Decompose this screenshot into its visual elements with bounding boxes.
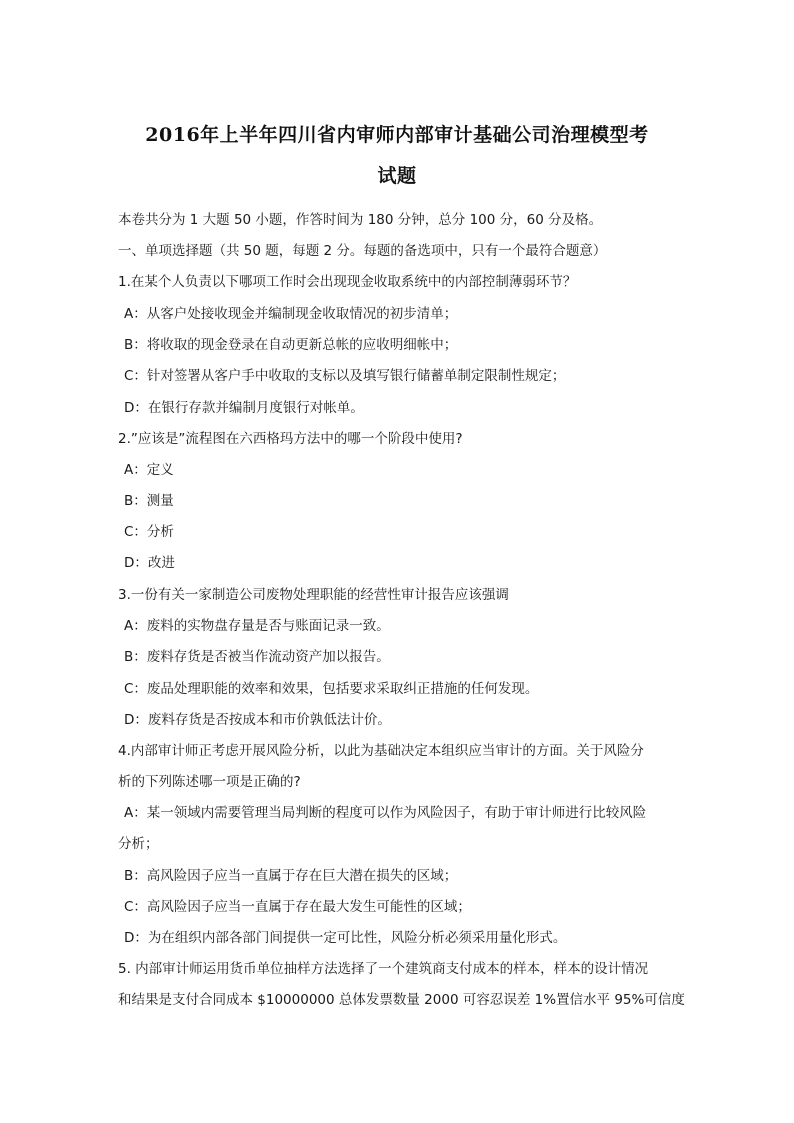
question-4-option-a-line-2: 分析；: [118, 836, 159, 852]
question-3-option-b: B：废料存货是否被当作流动资产加以报告。: [124, 649, 390, 665]
question-2-option-d: D：改进: [124, 555, 175, 571]
question-3-option-a: A：废料的实物盘存量是否与账面记录一致。: [124, 618, 390, 634]
question-5-line-1: 5. 内部审计师运用货币单位抽样方法选择了一个建筑商支付成本的样本，样本的设计情况: [118, 961, 649, 977]
document-title-line-1: 2016年上半年四川省内审师内部审计基础公司治理模型考: [145, 124, 649, 146]
question-4-line-1: 4.内部审计师正考虑开展风险分析，以此为基础决定本组织应当审计的方面。关于风险分: [118, 743, 644, 759]
section-heading: 一、单项选择题（共 50 题，每题 2 分。每题的备选项中，只有一个最符合题意）: [118, 243, 607, 259]
question-3-option-c: C：废品处理职能的效率和效果，包括要求采取纠正措施的任何发现。: [124, 681, 539, 697]
question-4-line-2: 析的下列陈述哪一项是正确的?: [118, 774, 301, 790]
question-2-option-b: B：测量: [124, 493, 174, 509]
question-5-line-2: 和结果是支付合同成本 $10000000 总体发票数量 2000 可容忍误差 1%置信水平 95%可信度: [118, 992, 685, 1008]
question-1-option-b: B：将收取的现金登录在自动更新总帐的应收明细帐中；: [124, 337, 458, 353]
question-2-option-c: C：分析: [124, 524, 174, 540]
question-1-option-a: A：从客户处接收现金并编制现金收取情况的初步清单；: [124, 306, 458, 322]
question-3: 3.一份有关一家制造公司废物处理职能的经营性审计报告应该强调: [118, 587, 509, 603]
question-1: 1.在某个人负责以下哪项工作时会出现现金收取系统中的内部控制薄弱环节？: [118, 274, 577, 290]
document-title-line-2: 试题: [377, 165, 417, 187]
question-4-option-b: B：高风险因子应当一直属于存在巨大潜在损失的区域；: [124, 868, 458, 884]
question-4-option-d: D：为在组织内部各部门间提供一定可比性，风险分析必须采用量化形式。: [124, 930, 567, 946]
question-4-option-a-line-1: A：某一领域内需要管理当局判断的程度可以作为风险因子，有助于审计师进行比较风险: [124, 805, 647, 821]
question-1-option-c: C：针对签署从客户手中收取的支标以及填写银行储蓄单制定限制性规定；: [124, 368, 566, 384]
question-4-option-c: C：高风险因子应当一直属于存在最大发生可能性的区域；: [124, 899, 471, 915]
exam-intro: 本卷共分为 1 大题 50 小题，作答时间为 180 分钟，总分 100 分，60 分及格。: [118, 212, 603, 228]
question-1-option-d: D：在银行存款并编制月度银行对帐单。: [124, 400, 364, 416]
question-3-option-d: D：废料存货是否按成本和市价孰低法计价。: [124, 712, 391, 728]
question-2: 2.”应该是”流程图在六西格玛方法中的哪一个阶段中使用?: [118, 431, 463, 447]
question-2-option-a: A：定义: [124, 462, 174, 478]
